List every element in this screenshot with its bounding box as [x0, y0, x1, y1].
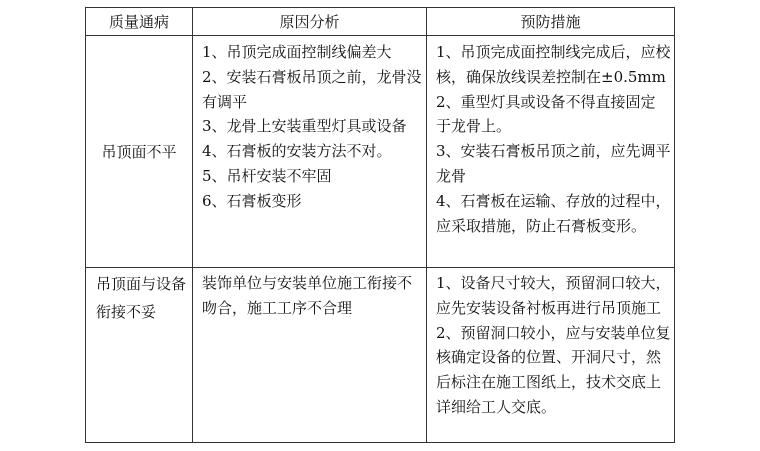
table-row [86, 36, 675, 268]
cause-cell [193, 36, 427, 268]
prevention-line: 核，确保放线误差控制在±0.5mm [436, 67, 666, 86]
prevention-line: 应采取措施，防止石膏板变形。 [436, 216, 647, 235]
issue-cell [86, 36, 193, 268]
header-prevention: 预防措施 [427, 8, 675, 36]
prevention-line: 后标注在施工图纸上，技术交底上 [436, 373, 662, 392]
cause-line: 吻合，施工工序不合理 [202, 298, 353, 317]
issue-cell [86, 268, 193, 443]
prevention-line: 4、石膏板在运输、存放的过程中， [436, 191, 671, 210]
cause-line: 5、吊杆安装不牢固 [202, 166, 332, 185]
prevention-cell [427, 268, 675, 443]
prevention-line: 详细给工人交底。 [436, 397, 557, 416]
prevention-line: 龙骨 [436, 166, 467, 185]
header-cause: 原因分析 [193, 8, 427, 36]
prevention-line: 1、吊顶完成面控制线完成后，应校 [436, 43, 671, 61]
issue-text: 吊顶面与设备 [96, 275, 187, 293]
issue-text: 吊顶面不平 [101, 143, 177, 161]
prevention-line: 2、预留洞口较小，应与安装单位复 [436, 323, 671, 342]
cause-line: 6、石膏板变形 [202, 191, 302, 210]
cause-line: 1、吊顶完成面控制线偏差大 [202, 43, 392, 61]
header-row [86, 8, 675, 36]
cause-line: 4、石膏板的安装方法不对。 [202, 142, 392, 161]
table-row [86, 268, 675, 443]
prevention-line: 于龙骨上。 [436, 117, 512, 136]
header-issue: 质量通病 [86, 8, 193, 36]
prevention-line: 1、设备尺寸较大，预留洞口较大， [436, 274, 671, 292]
issue-text: 衔接不妥 [96, 303, 157, 321]
cause-line: 装饰单位与安装单位施工衔接不 [202, 274, 413, 292]
cause-cell [193, 268, 427, 443]
cause-line: 2、安装石膏板吊顶之前，龙骨没 [202, 67, 422, 86]
prevention-cell [427, 36, 675, 268]
cause-line: 3、龙骨上安装重型灯具或设备 [202, 117, 407, 136]
prevention-line: 2、重型灯具或设备不得直接固定 [436, 92, 656, 111]
prevention-line: 核确定设备的位置、开洞尺寸，然 [436, 348, 662, 367]
quality-defects-table [85, 7, 675, 443]
prevention-line: 3、安装石膏板吊顶之前，应先调平 [436, 142, 671, 161]
cause-line: 有调平 [202, 92, 248, 111]
prevention-line: 应先安装设备衬板再进行吊顶施工 [436, 298, 662, 317]
